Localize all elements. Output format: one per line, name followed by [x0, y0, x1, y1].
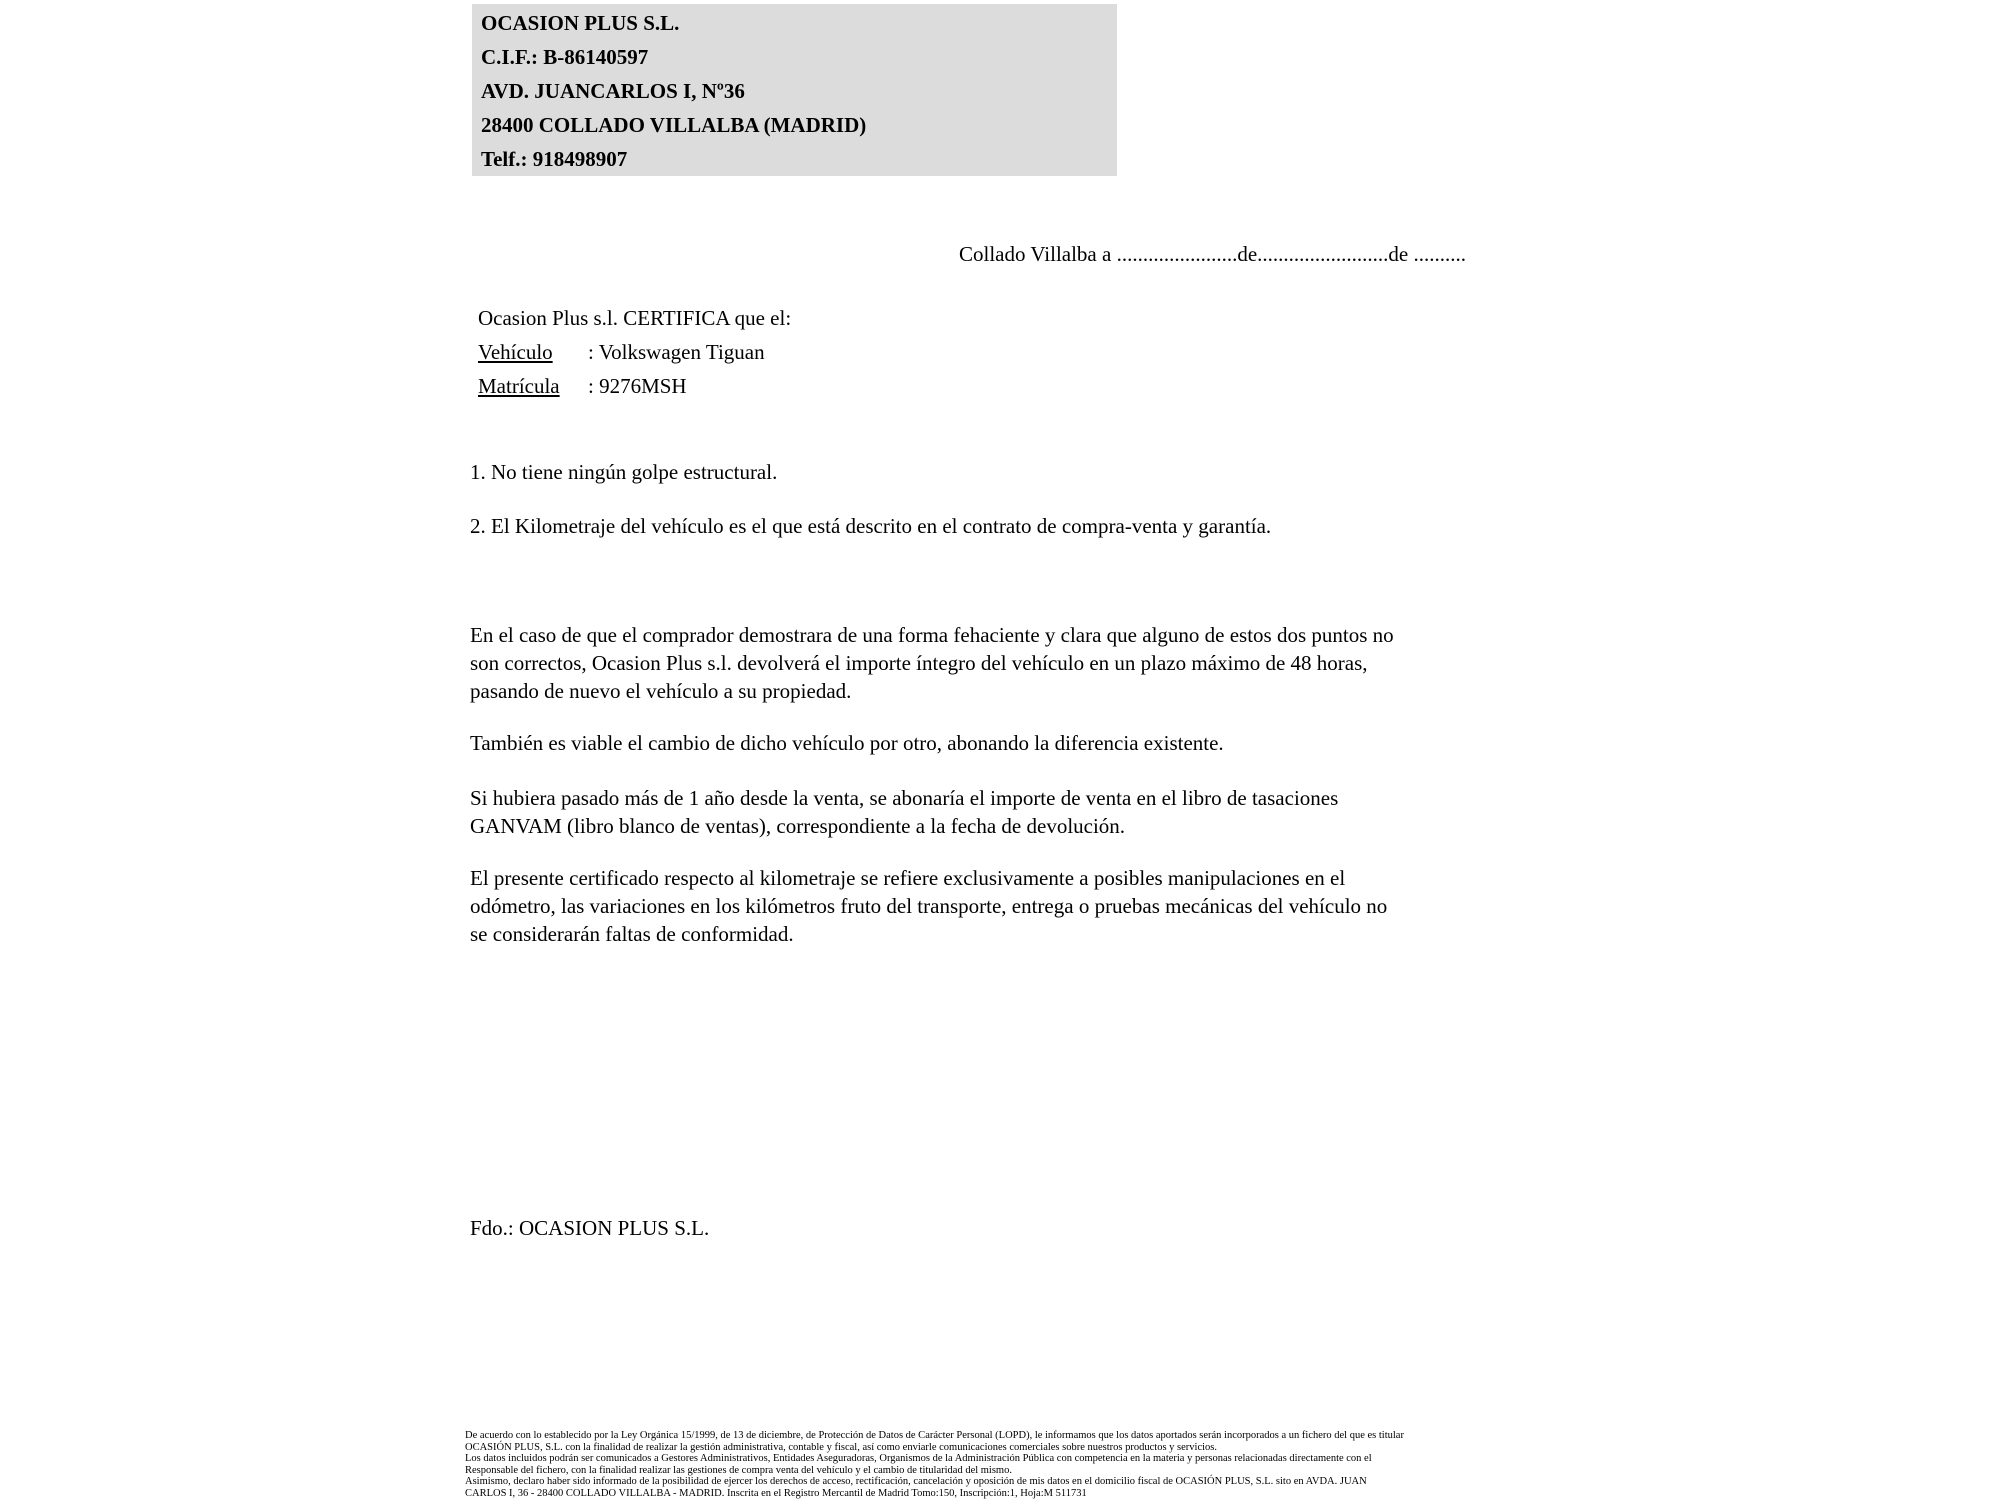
text-line: GANVAM (libro blanco de ventas), correspondiente a la fecha de devolución. — [470, 814, 1126, 838]
text-line: se considerarán faltas de conformidad. — [470, 922, 794, 946]
text-line: odómetro, las variaciones en los kilómetros fruto del transporte, entrega o pruebas mecánicas del vehículo no — [470, 894, 1388, 918]
certified-point-2: 2. El Kilometraje del vehículo es el que está descrito en el contrato de compra-venta y garantía. — [470, 514, 1272, 538]
legal-line: CARLOS I, 36 - 28400 COLLADO VILLALBA - MADRID. Inscrita en el Registro Mercantil de Madrid Tomo:150, Inscripción:1, Hoja:M 511731 — [465, 1487, 1087, 1499]
certified-point-1: 1. No tiene ningún golpe estructural. — [470, 460, 778, 484]
company-cif: C.I.F.: B-86140597 — [481, 45, 649, 69]
legal-line: Asimismo, declaro haber sido informado de la posibilidad de ejercer los derechos de acceso, rectificación, cancelación y oposición de mis datos en el domicilio fiscal de OCASIÓN PLUS, S.L. sito en AVDA. JUAN — [465, 1476, 1367, 1487]
legal-line: OCASIÓN PLUS, S.L. con la finalidad de realizar la gestión administrativa, contable y fiscal, así como enviarle comunicaciones comerciales sobre nuestros productos y servicios. — [465, 1441, 1217, 1453]
vehicle-label: Vehículo — [478, 340, 553, 364]
paragraph-refund — [470, 621, 1394, 705]
legal-line: Los datos incluidos podrán ser comunicados a Gestores Administrativos, Entidades Aseguradoras, Organismos de la Administración Pública con competencia en la materia y personas relacionadas directamente con el — [465, 1453, 1372, 1464]
paragraph-odometer — [470, 864, 1387, 948]
company-name: OCASION PLUS S.L. — [481, 11, 680, 35]
signature-line: Fdo.: OCASION PLUS S.L. — [470, 1216, 710, 1240]
certify-intro: Ocasion Plus s.l. CERTIFICA que el: — [478, 306, 792, 330]
plate-label: Matrícula — [478, 374, 560, 398]
plate-row — [478, 374, 687, 399]
plate-label-cell — [478, 374, 588, 399]
company-header — [472, 4, 1117, 176]
text-line: En el caso de que el comprador demostrara de una forma fehaciente y clara que alguno de estos dos puntos no — [470, 623, 1394, 647]
text-line: pasando de nuevo el vehículo a su propiedad. — [470, 679, 852, 703]
company-phone: Telf.: 918498907 — [481, 147, 628, 171]
vehicle-row — [478, 340, 765, 365]
vehicle-value: : Volkswagen Tiguan — [588, 340, 765, 364]
text-line: El presente certificado respecto al kilometraje se refiere exclusivamente a posibles manipulaciones en el — [470, 866, 1346, 890]
text-line: Si hubiera pasado más de 1 año desde la venta, se abonaría el importe de venta en el libro de tasaciones — [470, 786, 1339, 810]
paragraph-exchange — [470, 729, 1224, 757]
text-line: También es viable el cambio de dicho vehículo por otro, abonando la diferencia existente. — [470, 731, 1224, 755]
legal-footer — [465, 1430, 1565, 1499]
date-line: Collado Villalba a .......................de.........................de .......... — [959, 242, 1466, 266]
vehicle-label-cell — [478, 340, 588, 365]
plate-value: : 9276MSH — [588, 374, 687, 398]
legal-line: De acuerdo con lo establecido por la Ley Orgánica 15/1999, de 13 de diciembre, de Protección de Datos de Carácter Personal (LOPD), le informamos que los datos aportados serán incorporados a un fichero del que es titular — [465, 1430, 1404, 1441]
text-line: son correctos, Ocasion Plus s.l. devolverá el importe íntegro del vehículo en un plazo máximo de 48 horas, — [470, 651, 1368, 675]
legal-line: Responsable del fichero, con la finalidad realizar las gestiones de compra venta del vehículo y el cambio de titularidad del mismo. — [465, 1464, 1012, 1476]
company-city: 28400 COLLADO VILLALBA (MADRID) — [481, 113, 867, 137]
company-address: AVD. JUANCARLOS I, Nº36 — [481, 79, 745, 103]
paragraph-ganvam — [470, 784, 1338, 840]
